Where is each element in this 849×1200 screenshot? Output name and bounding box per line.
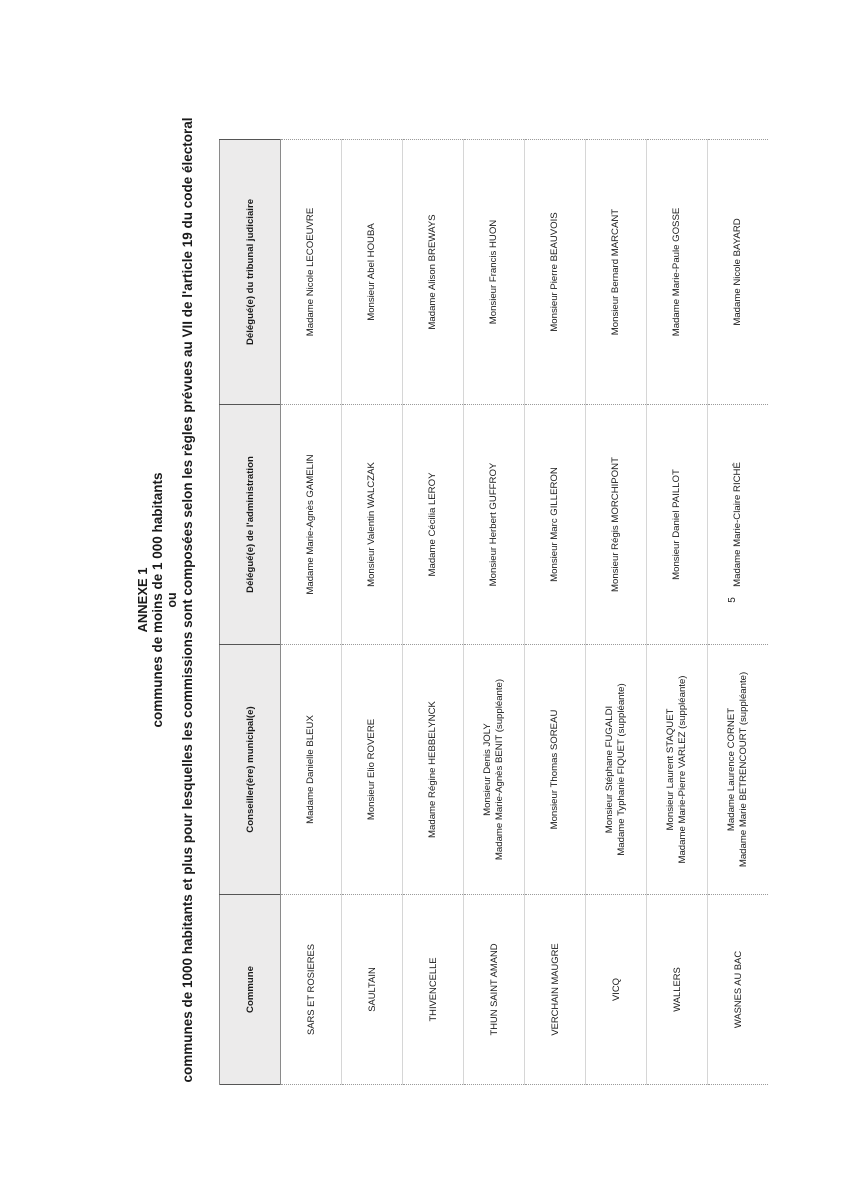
conseiller-cell	[586, 645, 647, 895]
header-or: ou	[165, 592, 179, 608]
admin-cell: Monsieur Daniel PAILLOT	[647, 405, 708, 645]
table-row	[342, 140, 403, 1085]
admin-cell: Monsieur Régis MORCHIPONT	[586, 405, 647, 645]
commune-cell: WASNES AU BAC	[708, 895, 769, 1085]
conseiller-substitute: Madame Typhanie FIQUET (suppléante)	[616, 683, 627, 856]
admin-cell: Madame Marie-Agnès GAMELIN	[281, 405, 342, 645]
conseiller-name: Monsieur Thomas SOREAU	[549, 709, 560, 830]
rotated-landscape-page	[135, 95, 755, 1105]
table-row	[647, 140, 708, 1085]
conseiller-cell	[647, 645, 708, 895]
document-header	[135, 95, 195, 1105]
conseiller-cell	[525, 645, 586, 895]
conseiller-cell	[281, 645, 342, 895]
table-row	[464, 140, 525, 1085]
commune-cell: THIVENCELLE	[403, 895, 464, 1085]
conseiller-name: Monsieur Laurent STAQUET	[665, 708, 676, 831]
table-row	[525, 140, 586, 1085]
conseiller-name: Monsieur Stéphane FUGALDI	[604, 705, 615, 834]
page-number: 5	[727, 597, 738, 603]
commune-cell: SARS ET ROSIERES	[281, 895, 342, 1085]
conseiller-substitute: Madame Marie-Pierre VARLEZ (suppléante)	[677, 675, 688, 864]
conseiller-substitute: Madame Marie-Agnès BENIT (suppléante)	[494, 678, 505, 861]
tribunal-cell: Madame Alison BREWAYS	[403, 140, 464, 405]
conseiller-substitute: Madame Marie BETRENCOURT (suppléante)	[738, 671, 749, 868]
table-row	[403, 140, 464, 1085]
commissions-table	[219, 139, 768, 1085]
column-header-tribunal: Délégué(e) du tribunal judiciaire	[220, 140, 281, 405]
annex-title: ANNEXE 1	[135, 567, 150, 633]
commune-cell: THUN SAINT AMAND	[464, 895, 525, 1085]
conseiller-name: Madame Danielle BLEUX	[305, 715, 316, 824]
tribunal-cell: Madame Nicole BAYARD	[708, 140, 769, 405]
tribunal-cell: Monsieur Bernard MARCANT	[586, 140, 647, 405]
commune-cell: VERCHAIN MAUGRE	[525, 895, 586, 1085]
header-subtitle-2: communes de 1000 habitants et plus pour lesquelles les commissions sont composées selon les règles prévues au VII de l'article 19 du code électoral	[180, 117, 195, 1083]
admin-cell: Monsieur Valentin WALCZAK	[342, 405, 403, 645]
admin-cell: Monsieur Marc GILLERON	[525, 405, 586, 645]
table-row	[586, 140, 647, 1085]
commune-cell: VICQ	[586, 895, 647, 1085]
table-row	[281, 140, 342, 1085]
conseiller-cell	[403, 645, 464, 895]
header-subtitle: communes de moins de 1 000 habitants	[150, 472, 165, 728]
tribunal-cell: Monsieur Francis HUON	[464, 140, 525, 405]
column-header-admin: Délégué(e) de l'administration	[220, 405, 281, 645]
conseiller-cell	[342, 645, 403, 895]
conseiller-cell	[464, 645, 525, 895]
tribunal-cell: Monsieur Abel HOUBA	[342, 140, 403, 405]
conseiller-name: Madame Laurence CORNET	[726, 707, 737, 832]
commune-cell: SAULTAIN	[342, 895, 403, 1085]
admin-cell: Madame Marie-Claire RICHÉ	[708, 405, 769, 645]
conseiller-name: Monsieur Elio ROVERE	[366, 718, 377, 821]
tribunal-cell: Madame Marie-Paule GOSSE	[647, 140, 708, 405]
tribunal-cell: Madame Nicole LECOEUVRE	[281, 140, 342, 405]
admin-cell: Monsieur Herbert GUFFROY	[464, 405, 525, 645]
tribunal-cell: Monsieur Pierre BEAUVOIS	[525, 140, 586, 405]
column-header-conseiller: Conseiller(ère) municipal(e)	[220, 645, 281, 895]
conseiller-name: Madame Régine HEBBELYNCK	[427, 701, 438, 838]
commune-cell: WALLERS	[647, 895, 708, 1085]
conseiller-name: Monsieur Denis JOLY	[482, 723, 493, 816]
column-header-commune: Commune	[220, 895, 281, 1085]
admin-cell: Madame Cécilia LEROY	[403, 405, 464, 645]
table-header-row	[220, 140, 281, 1085]
